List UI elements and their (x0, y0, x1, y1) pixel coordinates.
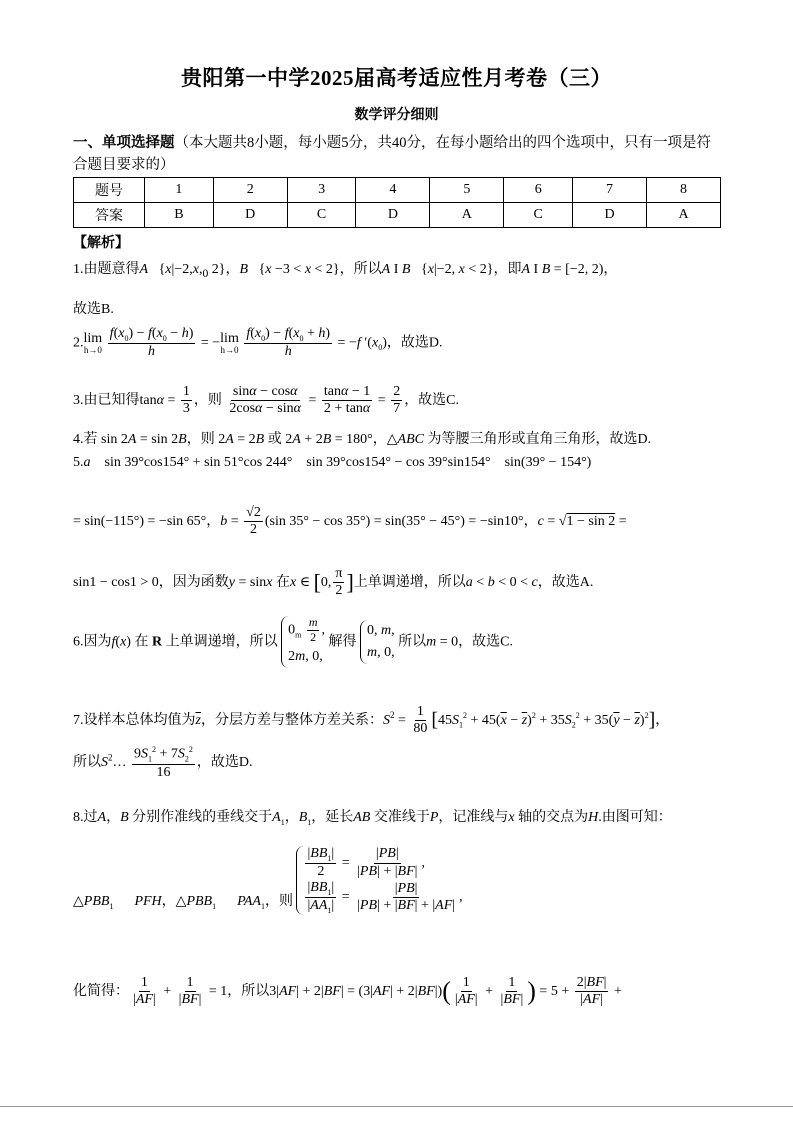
q7-line2: 所以$S^2\dots$ $\frac{9S_1^2 + 7S_2^2}{16}$ ，故选D. (73, 745, 253, 780)
q2-line: 2.lim h→0 $\frac{f(x_0) - f(x_0 - h)}{h}$ = −lim h→0 $\frac{f(x_0) - f(x_0 + h)}{h}$ = −f $'(x_0)$，故选D. (73, 326, 443, 359)
table-cell: 4 (356, 178, 430, 203)
q7-line1: 7.设样本总体均值为$\overline{z}$，分层方差与整体方差关系：$S^2$ = $\frac{1}{80}$ $[45S_1^2 + 45(\overline{x} - \overline{z})^2 + 35S_2^2 + 35(\overline{y} - \overline{z})^2]$， (73, 704, 670, 737)
answer-table (73, 177, 721, 228)
q1-line1: 1.由题意得A {$x|-2,x,_0$ 2}，B {x −3 < x < 2}，所以A I B {x|−2, x < 2}，即A I B = [−2, 2)， (73, 262, 618, 280)
table-cell: 6 (504, 178, 573, 203)
q5-line2: = sin(−115°) = −sin 65°，b = $\frac{√2}{2}$ (sin 35° − cos 35°) = sin(35° − 45°) = −sin10°，c = √1 − sin 2 = (73, 505, 627, 538)
q1-line2: 故选B. (73, 302, 114, 317)
table-cell: A (647, 203, 721, 228)
table-cell: A (430, 203, 504, 228)
page-bottom-divider (0, 1106, 793, 1107)
q5-line3: sin1 − cos1 > 0，因为函数y = sinx 在x ∈ [0, $\frac{\pi}{2}$ ]上单调递增，所以a < b < 0 < c，故选A. (73, 566, 594, 599)
table-row (74, 203, 721, 228)
q3-line: 3.由已知得tanα = $\frac{1}{3}$ ，则 $\frac{\sin\alpha - \cos\alpha}{2\cos\alpha - \sin\alpha}$ = $\frac{\tan\alpha - 1}{2 + \tan\alpha}$ = $\frac{2}{7}$ ，故选C. (73, 384, 460, 417)
table-cell: 8 (647, 178, 721, 203)
system-brace-1: $0_m$ $\frac{m}{2}$ , 2m, 0, (281, 616, 325, 668)
table-cell: B (145, 203, 214, 228)
table-cell: C (287, 203, 356, 228)
analysis-heading: 【解析】 (73, 236, 129, 251)
table-cell: 1 (145, 178, 214, 203)
section-description: （本大题共8小题，每小题5分，共40分，在每小题给出的四个选项中，只有一项是符合题目要求的） (73, 135, 711, 173)
q8-line3: 化简得： $\frac{1}{|AF|}$ + $\frac{1}{|BF|}$ = 1，所以3|AF| + 2|BF| = (3|AF| + 2|BF|)( $\frac{1}{|AF|}$ + $\frac{1}{|BF|}$ ) = 5 + $\frac{2|BF|}{|AF|}$ + (73, 975, 622, 1008)
q8-line1: 8.过A，B 分别作准线的垂线交于$A_1$，$B_1$，延长AB 交准线于P，记准线与x 轴的交点为H.由图可知： (73, 810, 672, 827)
table-cell: 2 (213, 178, 287, 203)
table-cell: D (213, 203, 287, 228)
table-cell: 题号 (74, 178, 145, 203)
q5-line1: 5.a sin 39°cos154° + sin 51°cos 244° sin 39°cos154° − cos 39°sin154° sin(39° − 154°) (73, 455, 592, 470)
table-cell: 3 (287, 178, 356, 203)
table-cell: D (573, 203, 647, 228)
table-cell: 7 (573, 178, 647, 203)
table-cell: 答案 (74, 203, 145, 228)
system-brace-3: $\frac{|BB_1|}{2}$ = $\frac{|PB|}{|PB| + |BF|}$ , $\frac{|BB_1|}{|AA_1|}$ = $\frac{|PB|}{|PB| + |BF| + |AF|}$ , (296, 846, 462, 915)
table-cell: C (504, 203, 573, 228)
table-row (74, 178, 721, 203)
section-heading: 一、单项选择题 (73, 135, 175, 151)
q4-line: 4.若 sin 2A = sin 2B，则 2A = 2B 或 2A + 2B = 180°，△ABC 为等腰三角形或直角三角形，故选D. (73, 432, 652, 447)
system-brace-2: 0, m, m, 0, (360, 620, 395, 664)
section-intro (73, 132, 723, 176)
table-cell: 5 (430, 178, 504, 203)
table-cell: D (356, 203, 430, 228)
page-subtitle: 数学评分细则 (354, 108, 439, 123)
q6-line: 6.因为f(x) 在 R 上单调递增，所以 $0_m$ $\frac{m}{2}$ , 2m, 0, 解得 0, m, m, 0, 所以m = 0，故选C. (73, 616, 513, 668)
q8-line2: $\triangle PBB_1$ PFH，$\triangle PBB_1$ $PAA_1$，则 $\frac{|BB_1|}{2}$ = $\frac{|PB|}{|PB| + |BF|}$ , $\frac{|BB_1|}{|AA_1|}$ = $\frac{|PB|}{|PB| + |BF| + |AF|}$ , (73, 846, 463, 915)
page-title: 贵阳第一中学2025届高考适应性月考卷（三） (181, 66, 612, 90)
